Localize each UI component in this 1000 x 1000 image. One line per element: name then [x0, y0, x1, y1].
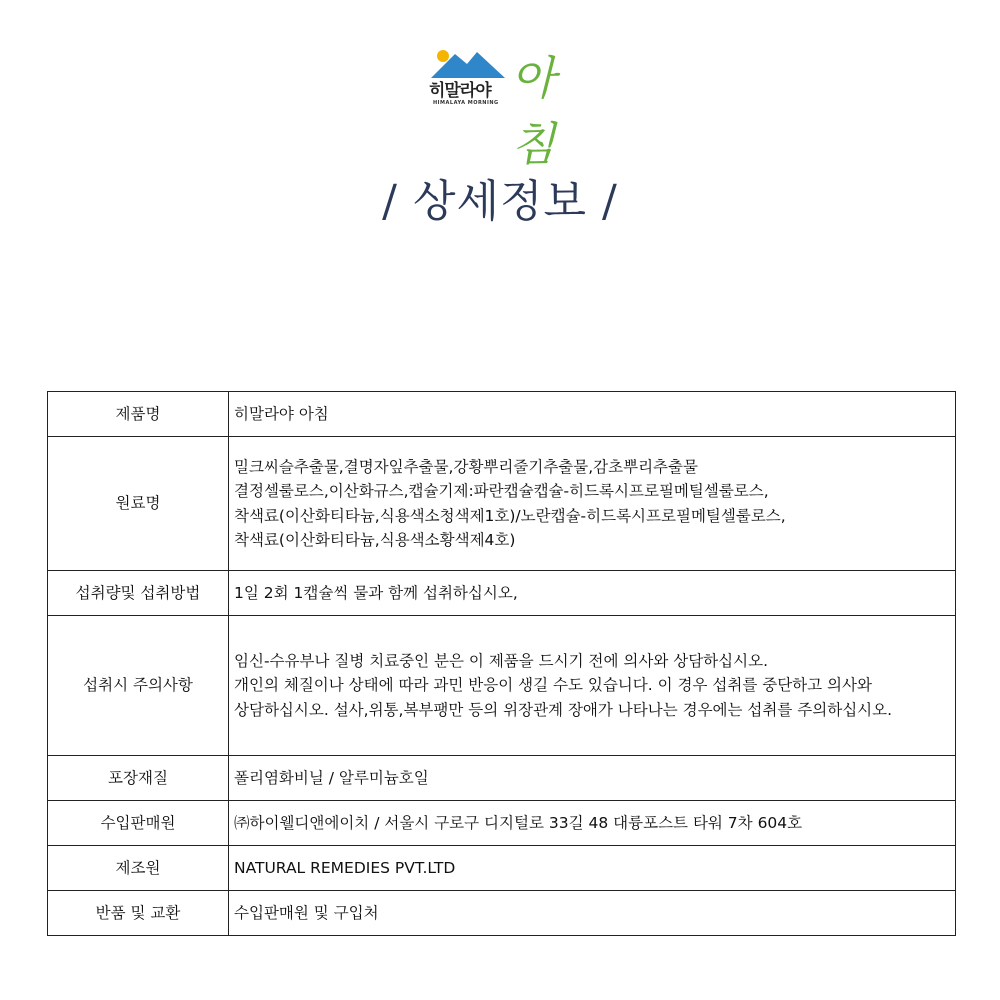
value-line: 폴리염화비닐 / 알루미늄호일	[234, 768, 429, 787]
row-label: 섭취시 주의사항	[48, 616, 229, 756]
value-line: 상담하십시오. 설사,위통,복부팽만 등의 위장관계 장애가 나타나는 경우에는 섭취를 주의하십시오.	[234, 700, 893, 719]
row-value	[229, 846, 956, 891]
table-row	[48, 616, 956, 756]
table-row	[48, 571, 956, 616]
logo-korean: 히말라야	[429, 81, 491, 101]
table-row	[48, 392, 956, 437]
value-line: 개인의 체질이나 상태에 따라 과민 반응이 생길 수도 있습니다. 이 경우 섭취를 중단하고 의사와	[234, 676, 872, 695]
value-line: 임신-수유부나 질병 치료중인 분은 이 제품을 드시기 전에 의사와 상담하십시오.	[234, 651, 769, 670]
row-value	[229, 437, 956, 571]
row-label: 포장재질	[48, 756, 229, 801]
row-value	[229, 756, 956, 801]
value-line: 히말라야 아침	[234, 404, 329, 423]
value-line: 수입판매원 및 구입처	[234, 903, 379, 922]
value-line: NATURAL REMEDIES PVT.LTD	[234, 858, 456, 877]
brand-logo	[425, 42, 580, 171]
logo-english: HIMALAYA MORNING	[433, 100, 499, 106]
value-line: 1일 2회 1캡슐씩 물과 함께 섭취하십시오,	[234, 583, 518, 602]
row-label: 섭취량및 섭취방법	[48, 571, 229, 616]
row-value	[229, 571, 956, 616]
row-label: 원료명	[48, 437, 229, 571]
table-row	[48, 891, 956, 936]
value-line: 착색료(이산화티타늄,식용색소청색제1호)/노란캡슐-히드록시프로필메틸셀룰로스,	[234, 506, 786, 525]
value-line: 결정셀룰로스,이산화규스,캡슐기제:파란캡슐캡슐-히드록시프로필메틸셀룰로스,	[234, 482, 769, 500]
value-line: ㈜하이웰디앤에이치 / 서울시 구로구 디지털로 33길 48 대륭포스트 타워 7차 604호	[234, 813, 803, 832]
page-title: / 상세정보 /	[382, 176, 618, 227]
value-line: 밀크씨슬추출물,결명자잎추출물,강황뿌리줄기추출물,감초뿌리추출물	[234, 457, 698, 476]
row-value	[229, 891, 956, 936]
logo-big-text: 아침	[511, 51, 556, 171]
row-label: 반품 및 교환	[48, 891, 229, 936]
product-info-table	[47, 391, 956, 936]
row-value	[229, 616, 956, 756]
row-label: 수입판매원	[48, 801, 229, 846]
table-row	[48, 846, 956, 891]
value-line: 착색료(이산화티타늄,식용색소황색제4호)	[234, 531, 516, 549]
row-value	[229, 392, 956, 437]
row-label: 제조원	[48, 846, 229, 891]
table-row	[48, 801, 956, 846]
table-row	[48, 756, 956, 801]
row-value	[229, 801, 956, 846]
row-label: 제품명	[48, 392, 229, 437]
table-row	[48, 437, 956, 571]
